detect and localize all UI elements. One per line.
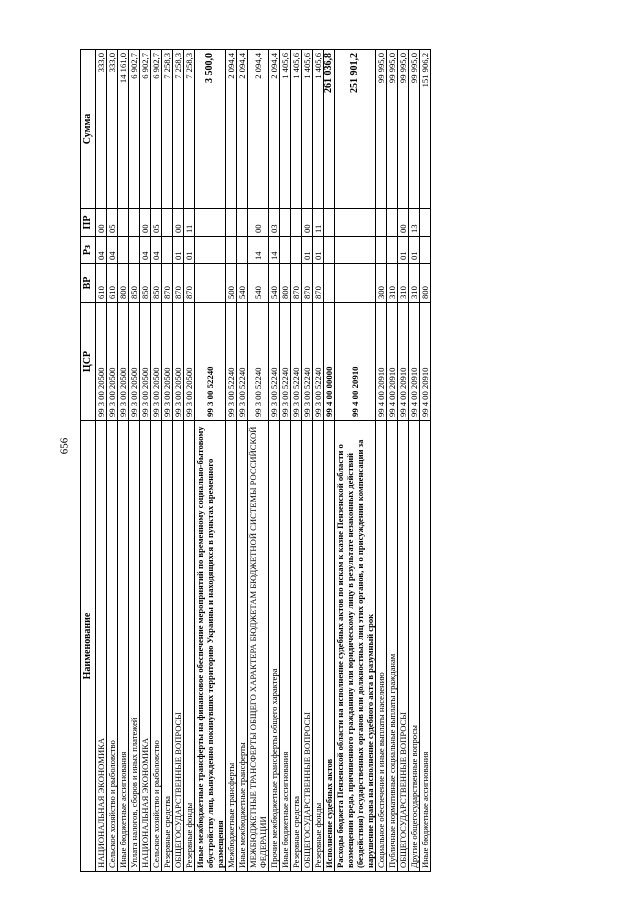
cell-rz [387, 237, 398, 264]
cell-sum: 99 995,0 [376, 50, 387, 209]
cell-vr: 540 [248, 264, 269, 303]
cell-csr: 99 4 00 20910 [398, 303, 409, 421]
cell-sum: 99 995,0 [387, 50, 398, 209]
cell-rz: 14 [248, 237, 269, 264]
cell-rz: 01 [398, 237, 409, 264]
cell-name: Иные бюджетные ассигнования [118, 421, 129, 872]
cell-csr: 99 3 00 20500 [173, 303, 184, 421]
cell-csr: 99 3 00 52240 [302, 303, 313, 421]
cell-vr: 540 [237, 264, 248, 303]
cell-csr: 99 4 00 20910 [420, 303, 431, 421]
cell-csr: 99 3 00 20500 [140, 303, 151, 421]
table-row [335, 50, 376, 872]
table-row [184, 50, 195, 872]
cell-sum: 99 995,0 [409, 50, 420, 209]
cell-name: НАЦИОНАЛЬНАЯ ЭКОНОМИКА [96, 421, 107, 872]
cell-vr: 610 [96, 264, 107, 303]
cell-sum: 1 405,6 [302, 50, 313, 209]
cell-csr: 99 3 00 52240 [237, 303, 248, 421]
table-header-row [81, 50, 96, 872]
cell-csr: 99 3 00 52240 [269, 303, 280, 421]
cell-name: Другие общегосударственные вопросы [409, 421, 420, 872]
table-row [162, 50, 173, 872]
table-row [420, 50, 431, 872]
cell-rz [376, 237, 387, 264]
cell-vr: 310 [398, 264, 409, 303]
cell-pr: 11 [313, 209, 324, 237]
cell-csr: 99 3 00 52240 [313, 303, 324, 421]
cell-rz: 01 [184, 237, 195, 264]
header-csr: ЦСР [81, 303, 96, 421]
table-row [195, 50, 226, 872]
table-row [291, 50, 302, 872]
cell-pr [324, 209, 335, 237]
cell-rz [324, 237, 335, 264]
cell-csr: 99 3 00 52240 [291, 303, 302, 421]
cell-pr: 00 [140, 209, 151, 237]
cell-name: ОБЩЕГОСУДАРСТВЕННЫЕ ВОПРОСЫ [398, 421, 409, 872]
cell-pr [420, 209, 431, 237]
cell-pr: 00 [398, 209, 409, 237]
header-sum: Сумма [81, 50, 96, 209]
header-pr: ПР [81, 209, 96, 237]
cell-csr: 99 3 00 20500 [162, 303, 173, 421]
table-row [376, 50, 387, 872]
cell-sum: 6 902,7 [129, 50, 140, 209]
cell-rz [237, 237, 248, 264]
cell-name: Резервные средства [291, 421, 302, 872]
cell-pr: 11 [184, 209, 195, 237]
cell-vr [335, 264, 376, 303]
table-row [280, 50, 291, 872]
page-number: 656 [58, 437, 71, 455]
cell-name: Исполнение судебных актов [324, 421, 335, 872]
cell-name: Резервные средства [162, 421, 173, 872]
cell-name: Иные межбюджетные трансферты на финансовое обеспечение мероприятий по временному социально-бытовому обустройству лиц, вынужденно покинувших территорию Украины и находящихся в пунктах временного размещения [195, 421, 226, 872]
cell-name: Уплата налогов, сборов и иных платежей [129, 421, 140, 872]
cell-pr [280, 209, 291, 237]
cell-vr: 870 [184, 264, 195, 303]
cell-vr: 800 [280, 264, 291, 303]
table-row [226, 50, 237, 872]
cell-pr [226, 209, 237, 237]
cell-rz: 04 [107, 237, 118, 264]
cell-rz [280, 237, 291, 264]
cell-vr: 310 [409, 264, 420, 303]
cell-rz [335, 237, 376, 264]
budget-table [80, 49, 431, 872]
cell-sum: 1 405,6 [280, 50, 291, 209]
table-row [151, 50, 162, 872]
cell-csr: 99 3 00 20500 [96, 303, 107, 421]
header-rz: Рз [81, 237, 96, 264]
cell-pr [162, 209, 173, 237]
cell-vr [195, 264, 226, 303]
cell-sum: 2 094,4 [226, 50, 237, 209]
cell-vr: 800 [420, 264, 431, 303]
budget-table-container [80, 50, 583, 872]
cell-vr: 850 [129, 264, 140, 303]
table-row [140, 50, 151, 872]
cell-vr: 870 [173, 264, 184, 303]
cell-pr: 13 [409, 209, 420, 237]
cell-vr: 540 [269, 264, 280, 303]
table-row [302, 50, 313, 872]
cell-pr [118, 209, 129, 237]
cell-rz: 04 [140, 237, 151, 264]
table-row [324, 50, 335, 872]
cell-sum: 3 500,0 [195, 50, 226, 209]
cell-pr: 03 [269, 209, 280, 237]
cell-rz: 04 [96, 237, 107, 264]
cell-vr: 870 [302, 264, 313, 303]
cell-sum: 1 405,6 [313, 50, 324, 209]
cell-rz [226, 237, 237, 264]
cell-csr: 99 4 00 20910 [387, 303, 398, 421]
cell-pr [129, 209, 140, 237]
table-row [409, 50, 420, 872]
cell-rz: 04 [151, 237, 162, 264]
cell-rz [195, 237, 226, 264]
cell-name: Межбюджетные трансферты [226, 421, 237, 872]
cell-sum: 2 094,4 [269, 50, 280, 209]
table-body [96, 50, 431, 872]
cell-csr: 99 3 00 20500 [129, 303, 140, 421]
cell-name: Иные бюджетные ассигнования [280, 421, 291, 872]
cell-sum: 6 902,7 [140, 50, 151, 209]
cell-sum: 99 995,0 [398, 50, 409, 209]
header-vr: ВР [81, 264, 96, 303]
cell-sum: 2 094,4 [248, 50, 269, 209]
cell-sum: 7 258,3 [184, 50, 195, 209]
cell-pr [335, 209, 376, 237]
table-row [398, 50, 409, 872]
cell-sum: 14 161,0 [118, 50, 129, 209]
cell-pr: 00 [302, 209, 313, 237]
cell-csr: 99 3 00 20500 [107, 303, 118, 421]
cell-pr [387, 209, 398, 237]
cell-csr: 99 4 00 20910 [335, 303, 376, 421]
table-row [118, 50, 129, 872]
table-row [107, 50, 118, 872]
cell-csr: 99 3 00 20500 [118, 303, 129, 421]
cell-vr: 870 [313, 264, 324, 303]
cell-rz: 01 [409, 237, 420, 264]
cell-name: Иные межбюджетные трансферты [237, 421, 248, 872]
cell-pr [195, 209, 226, 237]
cell-csr: 99 3 00 20500 [151, 303, 162, 421]
table-row [313, 50, 324, 872]
cell-csr: 99 3 00 52240 [280, 303, 291, 421]
cell-rz: 14 [269, 237, 280, 264]
cell-name: НАЦИОНАЛЬНАЯ ЭКОНОМИКА [140, 421, 151, 872]
cell-csr: 99 4 00 00000 [324, 303, 335, 421]
cell-rz [162, 237, 173, 264]
cell-sum: 7 258,3 [173, 50, 184, 209]
cell-pr: 00 [248, 209, 269, 237]
cell-name: ОБЩЕГОСУДАРСТВЕННЫЕ ВОПРОСЫ [173, 421, 184, 872]
table-row [96, 50, 107, 872]
cell-name: ОБЩЕГОСУДАРСТВЕННЫЕ ВОПРОСЫ [302, 421, 313, 872]
cell-sum: 2 094,4 [237, 50, 248, 209]
cell-csr: 99 3 00 52240 [226, 303, 237, 421]
cell-sum: 333,0 [96, 50, 107, 209]
cell-vr: 850 [151, 264, 162, 303]
table-row [269, 50, 280, 872]
cell-sum: 251 901,2 [335, 50, 376, 209]
cell-rz [420, 237, 431, 264]
header-name: Наименование [81, 421, 96, 872]
cell-rz [129, 237, 140, 264]
cell-vr: 300 [376, 264, 387, 303]
cell-pr: 05 [107, 209, 118, 237]
cell-pr [237, 209, 248, 237]
cell-name: Социальное обеспечение и иные выплаты населению [376, 421, 387, 872]
cell-sum: 333,0 [107, 50, 118, 209]
cell-name: Прочие межбюджетные трансферты общего характера [269, 421, 280, 872]
cell-vr: 800 [118, 264, 129, 303]
cell-vr: 850 [140, 264, 151, 303]
table-row [237, 50, 248, 872]
cell-vr: 610 [107, 264, 118, 303]
cell-csr: 99 4 00 20910 [376, 303, 387, 421]
cell-pr [376, 209, 387, 237]
cell-rz: 01 [313, 237, 324, 264]
cell-pr: 05 [151, 209, 162, 237]
cell-name: МЕЖБЮДЖЕТНЫЕ ТРАНСФЕРТЫ ОБЩЕГО ХАРАКТЕРА БЮДЖЕТАМ БЮДЖЕТНОЙ СИСТЕМЫ РОССИЙСКОЙ ФЕДЕРАЦИИ [248, 421, 269, 872]
cell-sum: 7 258,3 [162, 50, 173, 209]
cell-name: Резервные фонды [184, 421, 195, 872]
cell-name: Расходы бюджета Пензенской области на исполнение судебных актов по искам к казне Пензенской области о возмещении вреда, причиненного гражданину или юридическому лицу в результате незаконных действий (бездействия) государственных органов или должностных лиц этих органов, и о присуждении компенсации за нарушение права на исполнение судебного акта в разумный срок [335, 421, 376, 872]
cell-rz [118, 237, 129, 264]
table-row [129, 50, 140, 872]
cell-csr: 99 3 00 52240 [195, 303, 226, 421]
cell-vr: 870 [162, 264, 173, 303]
cell-name: Публичные нормативные социальные выплаты гражданам [387, 421, 398, 872]
cell-csr: 99 3 00 52240 [248, 303, 269, 421]
cell-pr: 00 [173, 209, 184, 237]
table-row [173, 50, 184, 872]
cell-pr: 00 [96, 209, 107, 237]
cell-csr: 99 4 00 20910 [409, 303, 420, 421]
cell-name: Иные бюджетные ассигнования [420, 421, 431, 872]
cell-sum: 6 902,7 [151, 50, 162, 209]
cell-sum: 151 906,2 [420, 50, 431, 209]
cell-sum: 261 036,8 [324, 50, 335, 209]
cell-rz [291, 237, 302, 264]
cell-vr [324, 264, 335, 303]
cell-csr: 99 3 00 20500 [184, 303, 195, 421]
cell-name: Сельское хозяйство и рыболовство [107, 421, 118, 872]
cell-name: Сельское хозяйство и рыболовство [151, 421, 162, 872]
cell-vr: 500 [226, 264, 237, 303]
table-row [248, 50, 269, 872]
cell-name: Резервные фонды [313, 421, 324, 872]
cell-vr: 870 [291, 264, 302, 303]
cell-rz: 01 [173, 237, 184, 264]
cell-sum: 1 405,6 [291, 50, 302, 209]
cell-vr: 310 [387, 264, 398, 303]
cell-pr [291, 209, 302, 237]
cell-rz: 01 [302, 237, 313, 264]
table-row [387, 50, 398, 872]
